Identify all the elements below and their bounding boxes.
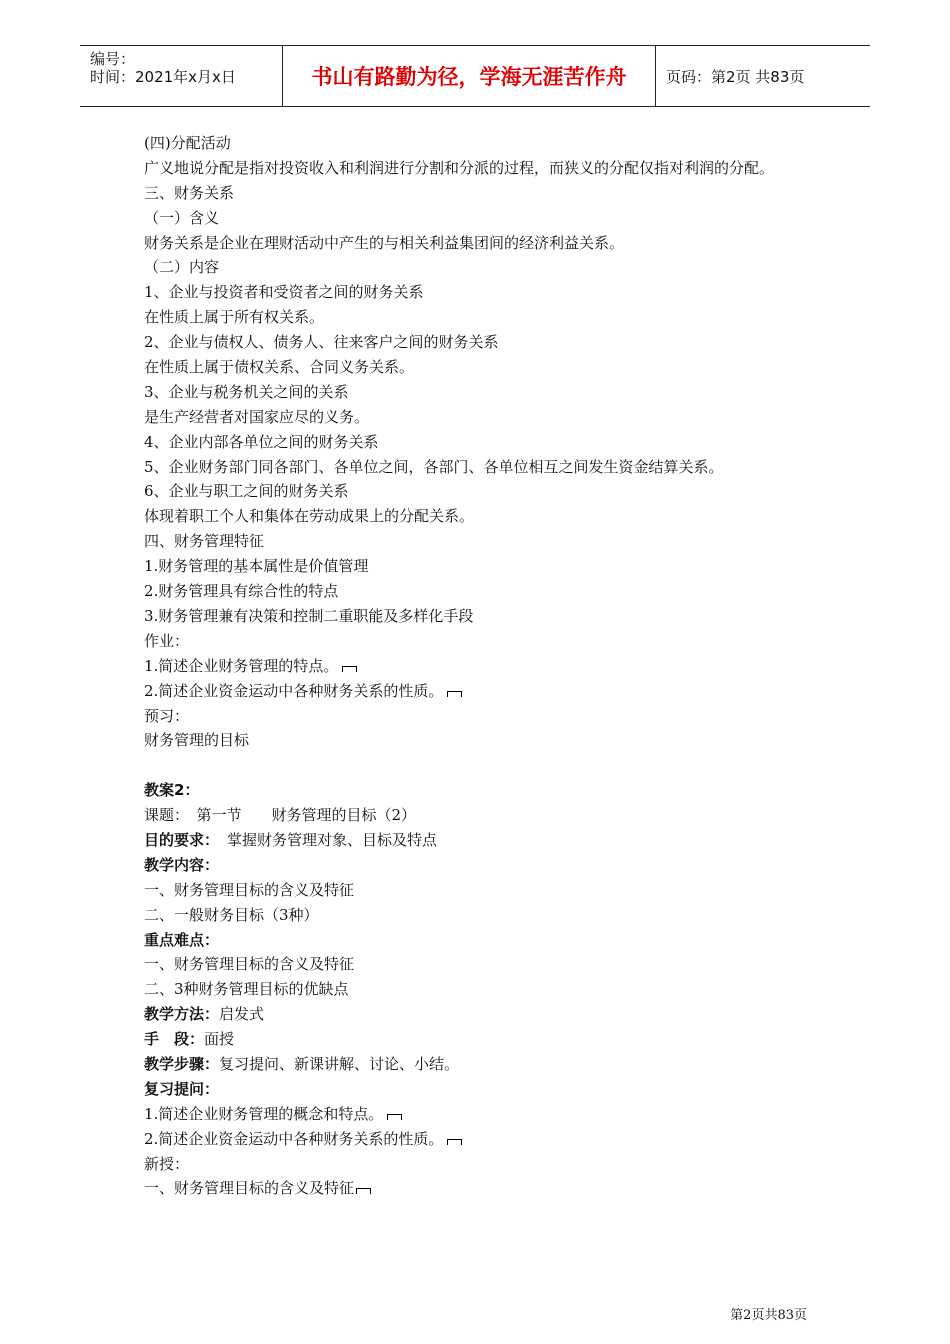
page-number-cell bbox=[656, 46, 870, 106]
text-line: （二）内容 bbox=[144, 258, 220, 277]
text-line: 3.财务管理兼有决策和控制二重职能及多样化手段 bbox=[144, 606, 474, 625]
text-line: 财务关系是企业在理财活动中产生的与相关利益集团间的经济利益关系。 bbox=[144, 233, 625, 252]
review-text: 2.简述企业资金运动中各种财务关系的性质。 bbox=[144, 1129, 444, 1148]
text-line: 体现着职工个人和集体在劳动成果上的分配关系。 bbox=[144, 507, 475, 526]
review-text: 1.简述企业财务管理的概念和特点。 bbox=[144, 1104, 384, 1123]
homework-text: 2.简述企业资金运动中各种财务关系的性质。 bbox=[144, 681, 444, 700]
labeled-line bbox=[144, 828, 824, 853]
footnote-mark-icon bbox=[447, 1139, 462, 1145]
labeled-line bbox=[144, 1027, 824, 1052]
lesson-plan-heading: 教案2： bbox=[144, 781, 200, 800]
section-heading: 三、财务关系 bbox=[144, 183, 235, 202]
new-lesson-item bbox=[144, 1176, 824, 1201]
field-label: 重点难点： bbox=[144, 930, 220, 949]
text-line: 6、企业与职工之间的财务关系 bbox=[144, 482, 349, 501]
field-value: 复习提问、新课讲解、讨论、小结。 bbox=[219, 1054, 460, 1073]
header-meta-cell bbox=[80, 46, 283, 106]
field-label: 目的要求： bbox=[144, 830, 220, 849]
field-label: 教学方法： bbox=[144, 1005, 220, 1024]
document-body bbox=[144, 131, 824, 1201]
date-label: 时间：2021年x月x日 bbox=[90, 68, 236, 86]
review-item bbox=[144, 1127, 824, 1152]
field-value: 启发式 bbox=[219, 1005, 265, 1024]
motto: 书山有路勤为径，学海无涯苦作舟 bbox=[283, 46, 656, 106]
text-line: 一、财务管理目标的含义及特征 bbox=[144, 955, 355, 974]
number-label: 编号： bbox=[90, 50, 136, 68]
text-line: 是生产经营者对国家应尽的义务。 bbox=[144, 407, 370, 426]
page-label: 页码：第2页 共83页 bbox=[666, 67, 805, 86]
text-line: 5、企业财务部门同各部门、各单位之间，各部门、各单位相互之间发生资金结算关系。 bbox=[144, 457, 724, 476]
text-line: 在性质上属于所有权关系。 bbox=[144, 308, 325, 327]
field-label: 复习提问： bbox=[144, 1079, 220, 1098]
labeled-line bbox=[144, 1002, 824, 1027]
new-lesson-text: 一、财务管理目标的含义及特征 bbox=[144, 1179, 355, 1198]
header-table bbox=[80, 45, 870, 107]
text-line: 1、企业与投资者和受资者之间的财务关系 bbox=[144, 283, 424, 302]
text-line: （一）含义 bbox=[144, 208, 220, 227]
field-label: 教学内容： bbox=[144, 855, 220, 874]
field-value: 掌握财务管理对象、目标及特点 bbox=[227, 830, 438, 849]
homework-text: 1.简述企业财务管理的特点。 bbox=[144, 656, 339, 675]
labeled-line bbox=[144, 1052, 824, 1077]
review-item bbox=[144, 1102, 824, 1127]
text-line: 财务管理的目标 bbox=[144, 731, 250, 750]
text-line: 4、企业内部各单位之间的财务关系 bbox=[144, 432, 379, 451]
text-line: 作业： bbox=[144, 631, 190, 650]
homework-item bbox=[144, 679, 824, 704]
field-label: 手 段： bbox=[144, 1030, 205, 1049]
text-line: 预习： bbox=[144, 706, 190, 725]
footnote-mark-icon bbox=[342, 666, 357, 672]
text-paragraph: 广义地说分配是指对投资收入和利润进行分割和分派的过程，而狭义的分配仅指对利润的分配。 bbox=[144, 158, 775, 177]
field-value: 面授 bbox=[204, 1030, 235, 1049]
text-line: (四)分配活动 bbox=[144, 134, 231, 152]
text-line: 二、3种财务管理目标的优缺点 bbox=[144, 980, 349, 999]
section-heading: 四、财务管理特征 bbox=[144, 532, 265, 551]
text-line: 课题： 第一节 财务管理的目标（2） bbox=[144, 806, 417, 825]
footnote-mark-icon bbox=[356, 1188, 371, 1194]
text-line: 新授： bbox=[144, 1154, 190, 1173]
text-line: 1.财务管理的基本属性是价值管理 bbox=[144, 557, 369, 576]
text-line: 2.财务管理具有综合性的特点 bbox=[144, 582, 339, 601]
footnote-mark-icon bbox=[447, 691, 462, 697]
page-footer: 第2页共83页 bbox=[730, 1308, 807, 1323]
text-line: 3、企业与税务机关之间的关系 bbox=[144, 382, 349, 401]
text-line: 在性质上属于债权关系、合同义务关系。 bbox=[144, 358, 415, 377]
text-line: 2、企业与债权人、债务人、往来客户之间的财务关系 bbox=[144, 333, 499, 352]
text-line: 一、财务管理目标的含义及特征 bbox=[144, 880, 355, 899]
homework-item bbox=[144, 654, 824, 679]
footnote-mark-icon bbox=[387, 1114, 402, 1120]
field-label: 教学步骤： bbox=[144, 1054, 220, 1073]
text-line: 二、一般财务目标（3种） bbox=[144, 905, 319, 924]
blank-line bbox=[144, 753, 824, 778]
